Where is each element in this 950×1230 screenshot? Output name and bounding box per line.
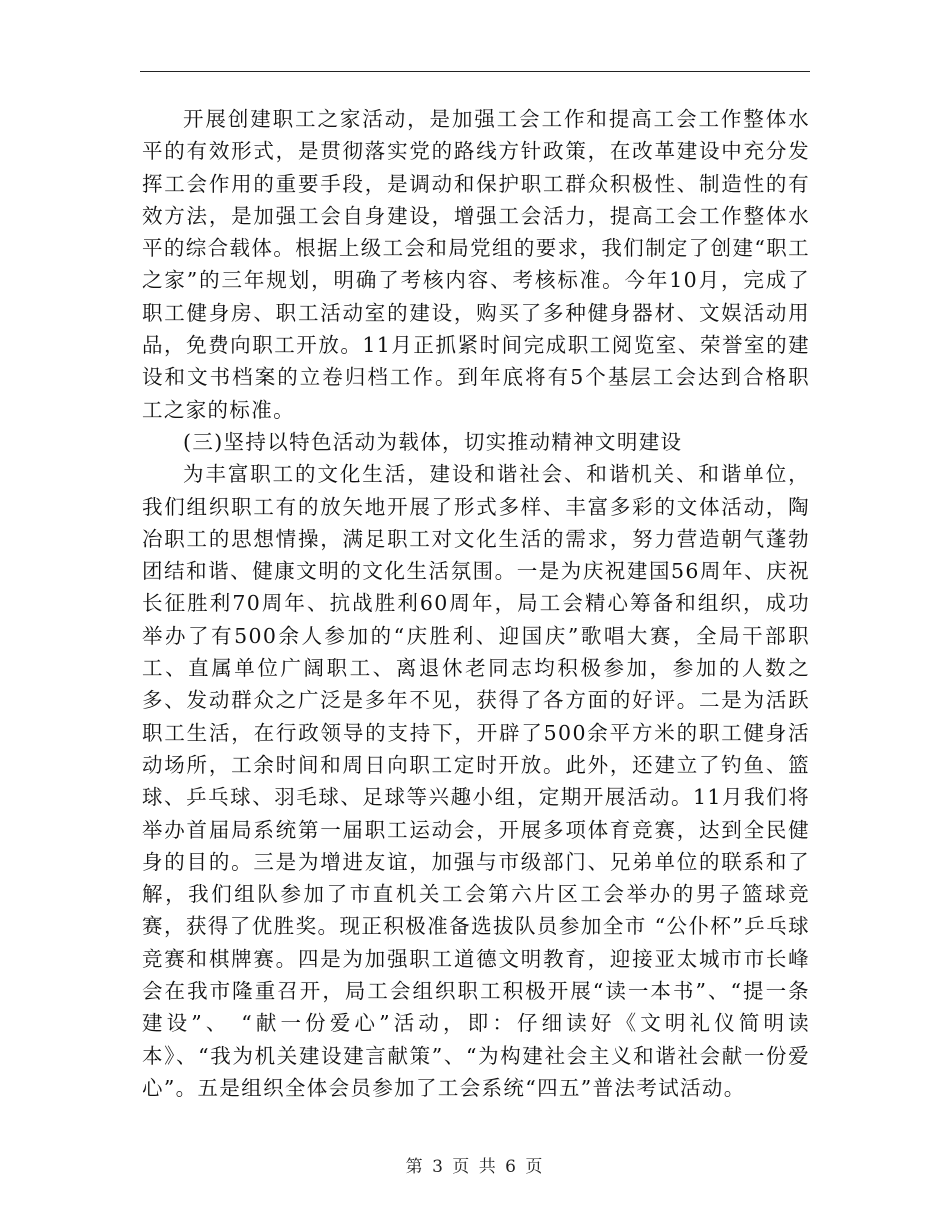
- document-body: [142, 103, 810, 1104]
- paragraph-staff-home: 开展创建职工之家活动，是加强工会工作和提高工会工作整体水平的有效形式，是贯彻落实党的路线方针政策，在改革建设中充分发挥工会作用的重要手段，是调动和保护职工群众积极性、制造性的有效方法，是加强工会自身建设，增强工会活力，提高工会工作整体水平的综合载体。根据上级工会和局党组的要求，我们制定了创建“职工之家”的三年规划，明确了考核内容、考核标准。今年10月，完成了职工健身房、职工活动室的建设，购买了多种健身器材、文娱活动用品，免费向职工开放。11月正抓紧时间完成职工阅览室、荣誉室的建设和文书档案的立卷归档工作。到年底将有5个基层工会达到合格职工之家的标准。: [142, 107, 810, 422]
- section-heading-3: (三)坚持以特色活动为载体，切实推动精神文明建设: [183, 429, 683, 454]
- paragraph-cultural-activities: 为丰富职工的文化生活，建设和谐社会、和谐机关、和谐单位，我们组织职工有的放矢地开展了形式多样、丰富多彩的文体活动，陶冶职工的思想情操，满足职工对文化生活的需求，努力营造朝气蓬勃团结和谐、健康文明的文化生活氛围。一是为庆祝建国56周年、庆祝长征胜利70周年、抗战胜利60周年，局工会精心筹备和组织，成功举办了有500余人参加的“庆胜利、迎国庆”歌唱大赛，全局干部职工、直属单位广阔职工、离退休老同志均积极参加，参加的人数之多、发动群众之广泛是多年不见，获得了各方面的好评。二是为活跃职工生活，在行政领导的支持下，开辟了500余平方米的职工健身活动场所，工余时间和周日向职工定时开放。此外，还建立了钓鱼、篮球、乒乓球、羽毛球、足球等兴趣小组，定期开展活动。11月我们将举办首届局系统第一届职工运动会，开展多项体育竞赛，达到全民健身的目的。三是为增进友谊，加强与市级部门、兄弟单位的联系和了解，我们组队参加了市直机关工会第六片区工会举办的男子篮球竞赛，获得了优胜奖。现正积极准备选拔队员参加全市 “公仆杯”乒乓球竞赛和棋牌赛。四是为加强职工道德文明教育，迎接亚太城市市长峰会在我市隆重召开，局工会组织职工积极开展“读一本书”、“提一条建设”、 “献一份爱心”活动，即：仔细读好《文明礼仪简明读本》、“我为机关建设建言献策”、“为构建社会主义和谐社会献一份爱心”。五是组织全体会员参加了工会系统“四五”普法考试活动。: [142, 462, 810, 1100]
- page-number: 第 3 页 共 6 页: [405, 1157, 545, 1177]
- header-rule: [140, 71, 810, 72]
